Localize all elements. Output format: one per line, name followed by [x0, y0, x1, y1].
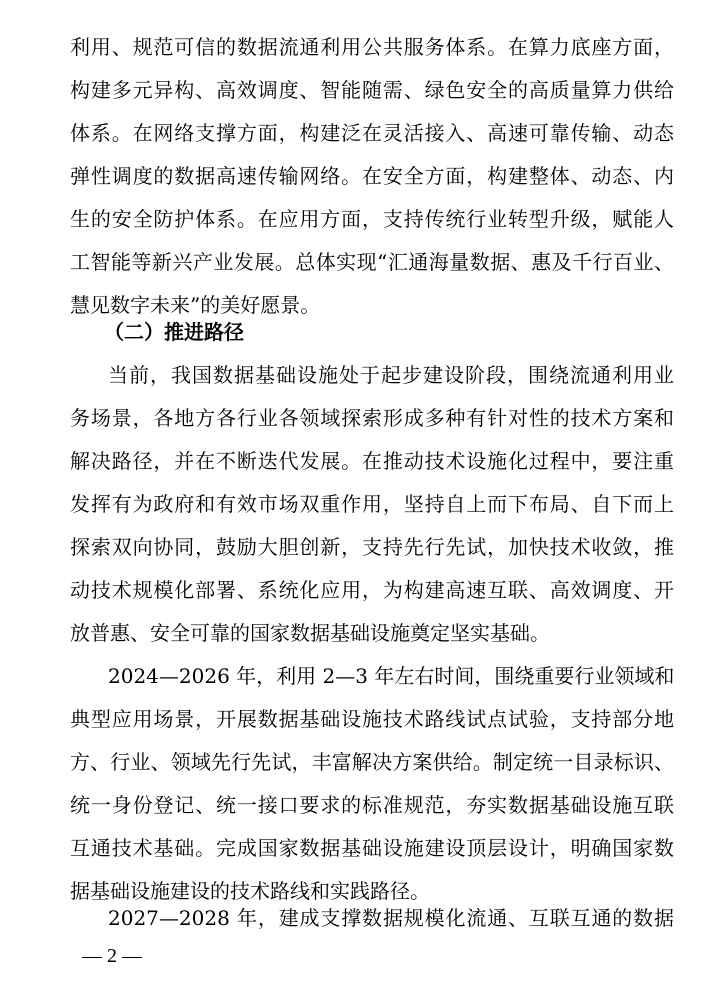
- paragraph-1-line-2: 构建多元异构、高效调度、智能随需、绿色安全的高质量算力供给: [70, 78, 674, 102]
- paragraph-2-line-4: 发挥有为政府和有效市场双重作用，坚持自上而下布局、自下而上: [70, 492, 674, 516]
- paragraph-3-line-4: 统一身份登记、统一接口要求的标准规范，夯实数据基础设施互联: [70, 793, 674, 817]
- paragraph-2-line-1: 当前，我国数据基础设施处于起步建设阶段，围绕流通利用业: [108, 363, 674, 387]
- paragraph-1-line-5: 生的安全防护体系。在应用方面，支持传统行业转型升级，赋能人: [70, 207, 674, 231]
- paragraph-2-line-3: 解决路径，并在不断迭代发展。在推动技术设施化过程中，要注重: [70, 449, 674, 473]
- paragraph-3-line-5: 互通技术基础。完成国家数据基础设施建设顶层设计，明确国家数: [70, 836, 674, 860]
- paragraph-4-line-1: 2027—2028 年，建成支撑数据规模化流通、互联互通的数据: [108, 906, 674, 930]
- paragraph-1-line-6: 工智能等新兴产业发展。总体实现“汇通海量数据、惠及千行百业、: [70, 250, 674, 274]
- paragraph-2-line-2: 务场景，各地方各行业各领域探索形成多种有针对性的技术方案和: [70, 406, 674, 430]
- paragraph-1-line-7: 慧见数字未来”的美好愿景。: [70, 293, 321, 317]
- paragraph-1-line-1: 利用、规范可信的数据流通利用公共服务体系。在算力底座方面，: [70, 35, 674, 59]
- paragraph-3-line-2: 典型应用场景，开展数据基础设施技术路线试点试验，支持部分地: [70, 707, 674, 731]
- paragraph-3-line-1: 2024—2026 年，利用 2—3 年左右时间，围绕重要行业领域和: [108, 664, 675, 688]
- paragraph-1-line-3: 体系。在网络支撑方面，构建泛在灵活接入、高速可靠传输、动态: [70, 121, 674, 145]
- section-heading: （二）推进路径: [104, 320, 244, 344]
- paragraph-3-line-6: 据基础设施建设的技术路线和实践路径。: [70, 879, 430, 903]
- paragraph-1-line-4: 弹性调度的数据高速传输网络。在安全方面，构建整体、动态、内: [70, 164, 674, 188]
- paragraph-2-line-5: 探索双向协同，鼓励大胆创新，支持先行先试，加快技术收敛，推: [70, 535, 674, 559]
- paragraph-3-line-3: 方、行业、领域先行先试，丰富解决方案供给。制定统一目录标识、: [70, 750, 674, 774]
- page-number: — 2 —: [82, 945, 142, 967]
- paragraph-2-line-6: 动技术规模化部署、系统化应用，为构建高速互联、高效调度、开: [70, 578, 674, 602]
- paragraph-2-line-7: 放普惠、安全可靠的国家数据基础设施奠定坚实基础。: [70, 621, 550, 645]
